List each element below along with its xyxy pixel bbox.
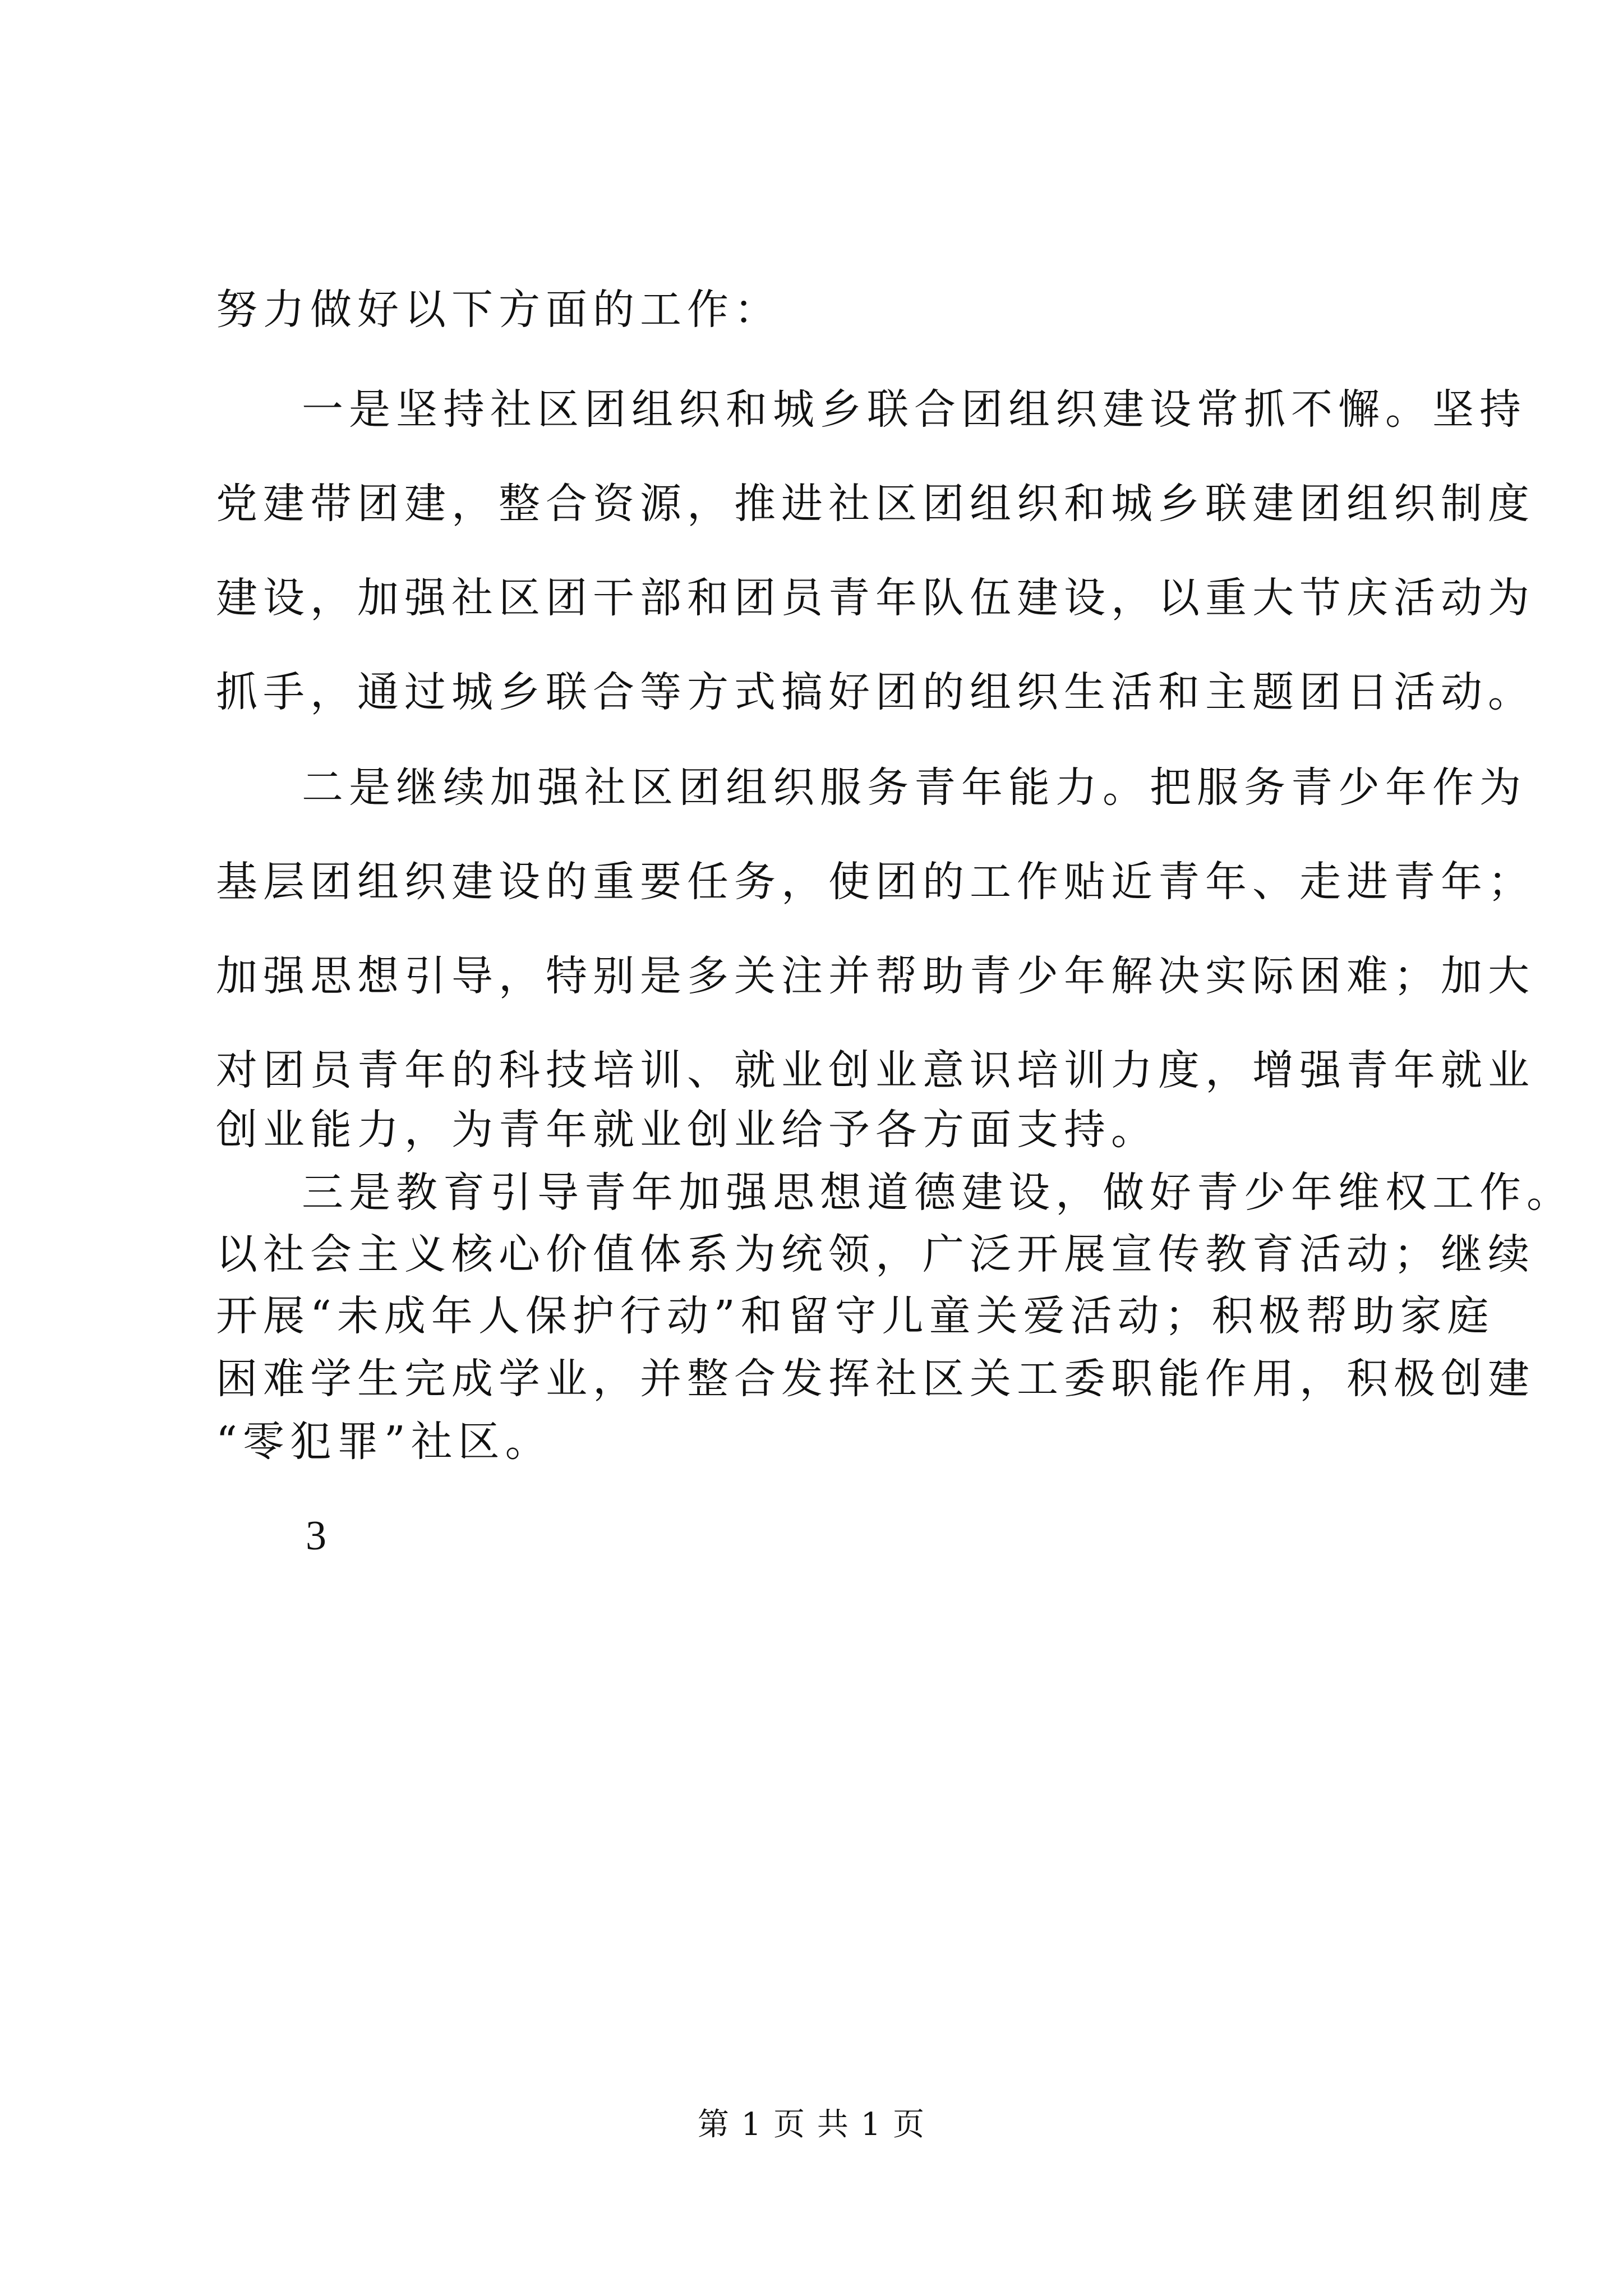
paragraph-2-start: 二是继续加强社区团组织服务青年能力。把服务青少年作为 [302,763,1527,812]
text-line: 基层团组织建设的重要任务，使团的工作贴近青年、走进青年； [216,858,1535,906]
paragraph-3-start: 三是教育引导青年加强思想道德建设，做好青少年维权工作。 [302,1168,1574,1217]
text-line: 抓手，通过城乡联合等方式搞好团的组织生活和主题团日活动。 [216,668,1535,716]
text-line: 创业能力，为青年就业创业给予各方面支持。 [216,1106,1158,1154]
text-line: 困难学生完成学业，并整合发挥社区关工委职能作用，积极创建 [216,1355,1535,1403]
text-line: 加强思想引导，特别是多关注并帮助青少年解决实际困难；加大 [216,952,1535,1000]
text-line: 努力做好以下方面的工作： [216,286,781,334]
page-footer: 第 1 页 共 1 页 [697,2106,926,2143]
text-line: 建设，加强社区团干部和团员青年队伍建设，以重大节庆活动为 [216,574,1535,622]
text-line: 对团员青年的科技培训、就业创业意识培训力度，增强青年就业 [216,1046,1535,1094]
paragraph-1-start: 一是坚持社区团组织和城乡联合团组织建设常抓不懈。坚持 [302,385,1527,434]
text-line: 党建带团建，整合资源，推进社区团组织和城乡联建团组织制度 [216,480,1535,528]
text-line: 开展“未成年人保护行动”和留守儿童关爱活动；积极帮助家庭 [216,1292,1495,1340]
page-number: 3 [306,1513,326,1559]
text-line: 以社会主义核心价值体系为统领，广泛开展宣传教育活动；继续 [216,1230,1535,1278]
text-line: “零犯罪”社区。 [216,1418,552,1466]
